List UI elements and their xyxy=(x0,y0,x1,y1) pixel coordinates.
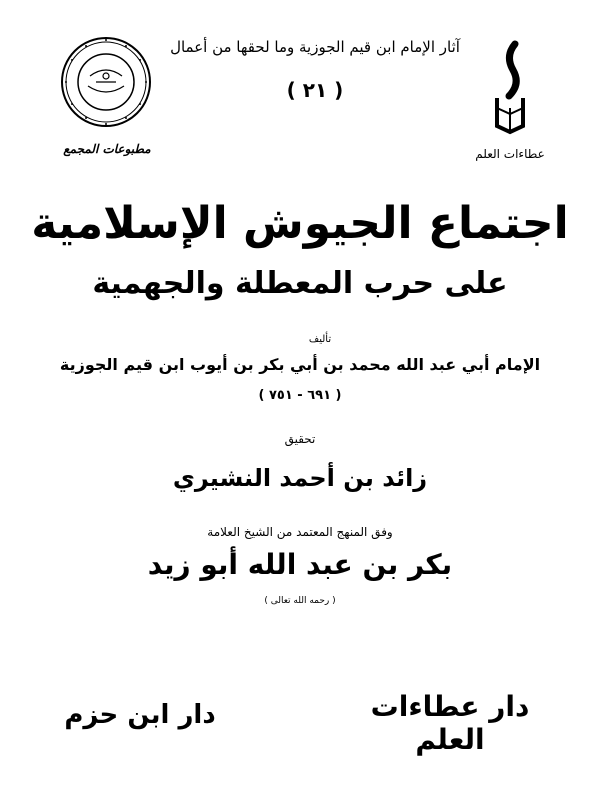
method-note: وفق المنهج المعتمد من الشيخ العلامة xyxy=(207,525,393,539)
series-title: آثار الإمام ابن قيم الجوزية وما لحقها من أعمال xyxy=(170,38,460,56)
sheikh-dua: ( رحمه الله تعالى ) xyxy=(264,596,336,606)
author-name: الإمام أبي عبد الله محمد بن أبي بكر بن أيوب ابن قيم الجوزية xyxy=(59,355,541,374)
author-prefix: تأليف xyxy=(308,334,332,345)
book-title: اجتماع الجيوش الإسلامية xyxy=(31,198,569,249)
seal-caption: مطبوعات المجمع xyxy=(63,142,151,156)
publisher-ataat-alilm: دار عطاءات العلم xyxy=(370,690,530,756)
editor-prefix: تحقيق xyxy=(284,432,316,446)
publisher-ibn-hazm: دار ابن حزم xyxy=(64,700,216,730)
editor-name: زائد بن أحمد النشيري xyxy=(172,464,428,492)
volume-number: ( ٢١ ) xyxy=(286,78,344,102)
publisher-logo xyxy=(475,36,545,146)
sheikh-name: بكر بن عبد الله أبو زيد xyxy=(147,548,453,581)
author-dates: ( ٦٩١ - ٧٥١ ) xyxy=(258,388,342,403)
book-subtitle: على حرب المعطلة والجهمية xyxy=(92,266,508,301)
seal-emblem xyxy=(60,36,152,128)
book-logo-icon xyxy=(475,36,545,146)
seal-icon xyxy=(60,36,152,128)
publisher-logo-text: عطاءات العلم xyxy=(475,147,545,161)
